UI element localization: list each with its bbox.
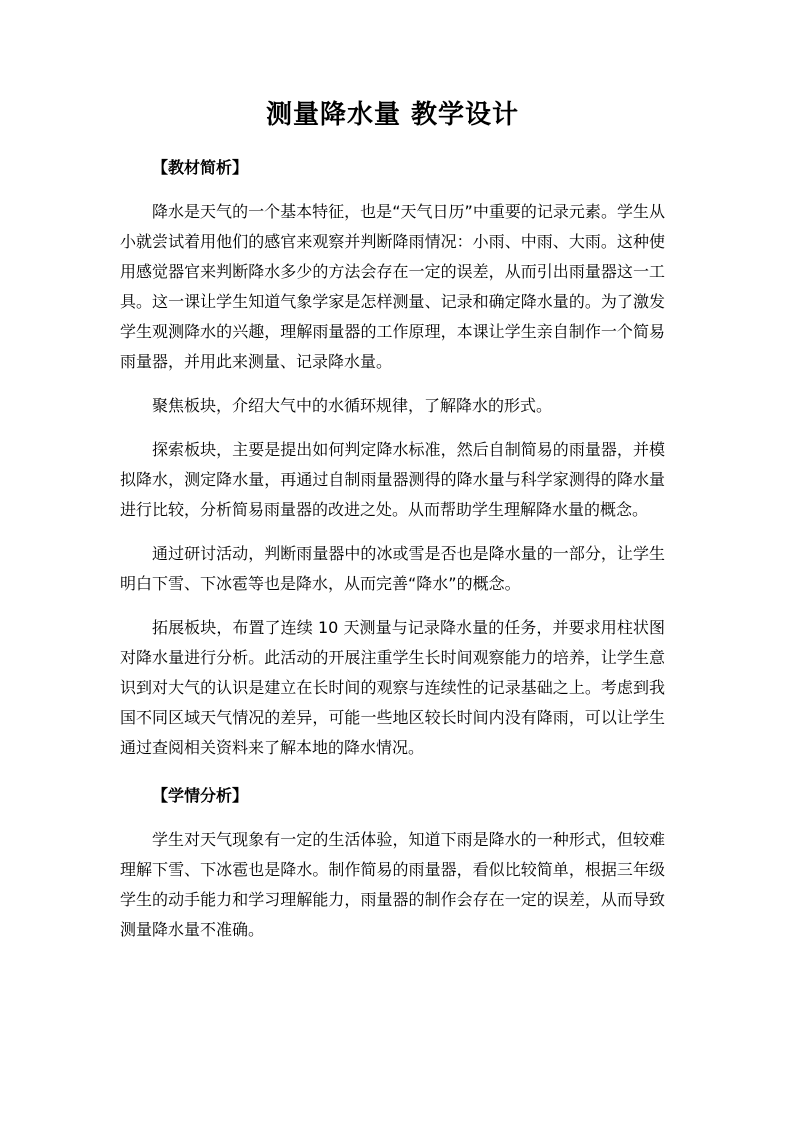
section-textbook-analysis: [120, 153, 665, 763]
paragraph: 降水是天气的一个基本特征，也是“天气日历”中重要的记录元素。学生从小就尝试着用他们的感官来观察并判断降雨情况：小雨、中雨、大雨。这种使用感觉器官来判断降水多少的方法会存在一定的误差，从而引出雨量器这一工具。这一课让学生知道气象学家是怎样测量、记录和确定降水量的。为了激发学生观测降水的兴趣，理解雨量器的工作原理，本课让学生亲自制作一个简易雨量器，并用此来测量、记录降水量。: [120, 202, 665, 371]
document-page: [120, 95, 665, 959]
paragraph: 学生对天气现象有一定的生活体验，知道下雨是降水的一种形式，但较难理解下雪、下冰雹也是降水。制作简易的雨量器，看似比较简单，根据三年级学生的动手能力和学习理解能力，雨量器的制作会存在一定的误差，从而导致测量降水量不准确。: [120, 830, 665, 939]
section-student-analysis: [120, 781, 665, 945]
section-heading: 【教材简析】: [152, 158, 249, 177]
paragraph: 通过研讨活动，判断雨量器中的冰或雪是否也是降水量的一部分，让学生明白下雪、下冰雹等也是降水，从而完善“降水”的概念。: [120, 544, 665, 593]
paragraph: 探索板块，主要是提出如何判定降水标准，然后自制简易的雨量器，并模拟降水，测定降水量，再通过自制雨量器测得的降水量与科学家测得的降水量进行比较，分析简易雨量器的改进之处。从而帮助学生理解降水量的概念。: [120, 440, 665, 519]
document-title: 测量降水量 教学设计: [265, 100, 520, 130]
section-heading: 【学情分析】: [152, 786, 249, 805]
paragraph: 拓展板块，布置了连续 10 天测量与记录降水量的任务，并要求用柱状图对降水量进行分析。此活动的开展注重学生长时间观察能力的培养，让学生意识到对大气的认识是建立在长时间的观察与连续性的记录基础之上。考虑到我国不同区域天气情况的差异，可能一些地区较长时间内没有降雨，可以让学生通过查阅相关资料来了解本地的降水情况。: [120, 618, 665, 757]
paragraph: 聚焦板块，介绍大气中的水循环规律，了解降水的形式。: [152, 396, 553, 415]
